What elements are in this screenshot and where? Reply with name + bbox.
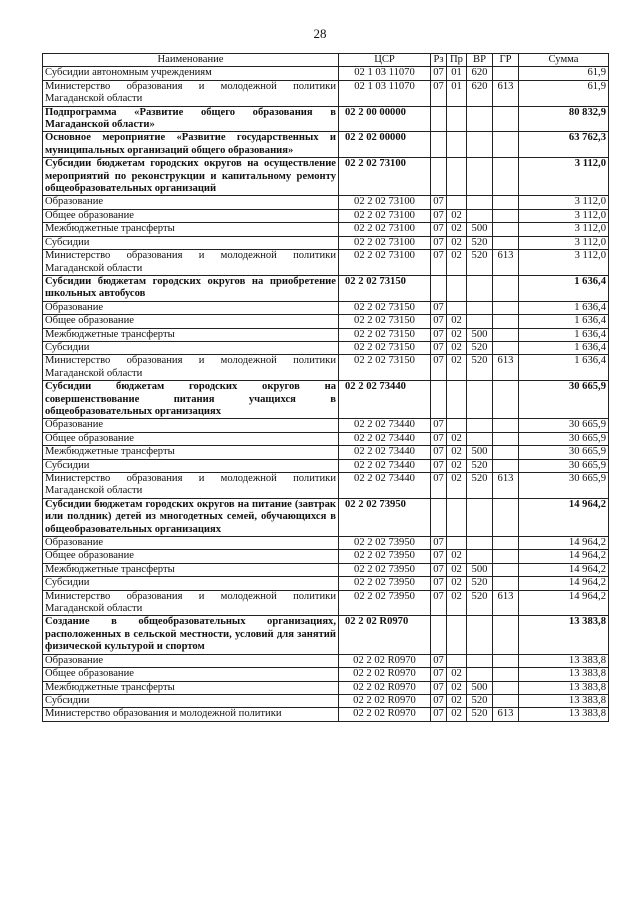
cell-name: Общее образование bbox=[43, 209, 339, 222]
cell-csr: 02 2 02 73440 bbox=[339, 459, 431, 472]
cell-vr bbox=[467, 315, 493, 328]
table-body bbox=[43, 67, 609, 721]
table-row bbox=[43, 563, 609, 576]
cell-csr: 02 2 00 00000 bbox=[339, 106, 431, 132]
cell-name: Образование bbox=[43, 537, 339, 550]
cell-pr bbox=[447, 158, 467, 196]
cell-vr bbox=[467, 132, 493, 158]
cell-sum: 13 383,8 bbox=[519, 616, 609, 654]
cell-name: Министерство образования и молодежной политики Магаданской области bbox=[43, 80, 339, 106]
cell-gr bbox=[493, 550, 519, 563]
cell-rz bbox=[431, 158, 447, 196]
cell-name: Подпрограмма «Развитие общего образования в Магаданской области» bbox=[43, 106, 339, 132]
table-row bbox=[43, 80, 609, 106]
cell-gr bbox=[493, 432, 519, 445]
cell-sum: 14 964,2 bbox=[519, 590, 609, 616]
cell-rz: 07 bbox=[431, 301, 447, 314]
cell-gr bbox=[493, 106, 519, 132]
table-row bbox=[43, 432, 609, 445]
cell-name: Общее образование bbox=[43, 315, 339, 328]
cell-csr: 02 2 02 73100 bbox=[339, 158, 431, 196]
cell-csr: 02 2 02 R0970 bbox=[339, 668, 431, 681]
cell-vr bbox=[467, 301, 493, 314]
table-row bbox=[43, 158, 609, 196]
table-row bbox=[43, 577, 609, 590]
cell-pr bbox=[447, 275, 467, 301]
cell-rz bbox=[431, 275, 447, 301]
cell-vr: 520 bbox=[467, 459, 493, 472]
header-csr: ЦСР bbox=[339, 54, 431, 67]
cell-gr bbox=[493, 236, 519, 249]
cell-name: Межбюджетные трансферты bbox=[43, 223, 339, 236]
cell-rz bbox=[431, 106, 447, 132]
cell-vr bbox=[467, 106, 493, 132]
cell-pr bbox=[447, 196, 467, 209]
cell-csr: 02 2 02 73440 bbox=[339, 419, 431, 432]
cell-pr: 02 bbox=[447, 315, 467, 328]
cell-vr: 520 bbox=[467, 250, 493, 276]
cell-pr bbox=[447, 654, 467, 667]
cell-name: Образование bbox=[43, 419, 339, 432]
page-number: 28 bbox=[313, 26, 327, 41]
cell-gr bbox=[493, 563, 519, 576]
table-row bbox=[43, 419, 609, 432]
cell-rz: 07 bbox=[431, 590, 447, 616]
cell-pr: 02 bbox=[447, 432, 467, 445]
cell-rz: 07 bbox=[431, 550, 447, 563]
cell-pr bbox=[447, 132, 467, 158]
cell-vr bbox=[467, 419, 493, 432]
cell-sum: 30 665,9 bbox=[519, 473, 609, 499]
cell-rz: 07 bbox=[431, 563, 447, 576]
cell-gr bbox=[493, 498, 519, 536]
cell-gr bbox=[493, 381, 519, 419]
cell-gr bbox=[493, 341, 519, 354]
table-row bbox=[43, 250, 609, 276]
cell-pr bbox=[447, 419, 467, 432]
cell-pr bbox=[447, 381, 467, 419]
cell-pr bbox=[447, 106, 467, 132]
cell-gr bbox=[493, 315, 519, 328]
table-row bbox=[43, 616, 609, 654]
cell-csr: 02 2 02 73440 bbox=[339, 473, 431, 499]
header-vr: ВР bbox=[467, 54, 493, 67]
cell-gr bbox=[493, 616, 519, 654]
cell-vr: 500 bbox=[467, 563, 493, 576]
cell-name: Субсидии бюджетам городских округов на приобретение школьных автобусов bbox=[43, 275, 339, 301]
header-pr: Пр bbox=[447, 54, 467, 67]
cell-name: Субсидии bbox=[43, 341, 339, 354]
cell-pr: 02 bbox=[447, 446, 467, 459]
cell-rz: 07 bbox=[431, 668, 447, 681]
cell-csr: 02 2 02 73440 bbox=[339, 381, 431, 419]
cell-rz bbox=[431, 498, 447, 536]
cell-sum: 3 112,0 bbox=[519, 158, 609, 196]
cell-rz: 07 bbox=[431, 196, 447, 209]
table-row bbox=[43, 537, 609, 550]
cell-sum: 14 964,2 bbox=[519, 537, 609, 550]
cell-vr: 500 bbox=[467, 223, 493, 236]
cell-rz: 07 bbox=[431, 537, 447, 550]
cell-pr: 02 bbox=[447, 668, 467, 681]
cell-csr: 02 2 02 73950 bbox=[339, 590, 431, 616]
cell-rz: 07 bbox=[431, 577, 447, 590]
table-header-row bbox=[43, 54, 609, 67]
cell-gr bbox=[493, 67, 519, 80]
cell-sum: 61,9 bbox=[519, 67, 609, 80]
cell-name: Министерство образования и молодежной политики bbox=[43, 708, 339, 721]
cell-sum: 61,9 bbox=[519, 80, 609, 106]
cell-csr: 02 2 02 73150 bbox=[339, 301, 431, 314]
cell-vr bbox=[467, 616, 493, 654]
cell-vr bbox=[467, 275, 493, 301]
cell-pr: 02 bbox=[447, 550, 467, 563]
cell-csr: 02 2 02 73150 bbox=[339, 341, 431, 354]
cell-vr: 620 bbox=[467, 80, 493, 106]
cell-sum: 3 112,0 bbox=[519, 250, 609, 276]
cell-rz: 07 bbox=[431, 209, 447, 222]
cell-rz: 07 bbox=[431, 67, 447, 80]
cell-pr: 02 bbox=[447, 577, 467, 590]
cell-vr bbox=[467, 550, 493, 563]
cell-sum: 63 762,3 bbox=[519, 132, 609, 158]
cell-csr: 02 2 02 73150 bbox=[339, 328, 431, 341]
cell-sum: 3 112,0 bbox=[519, 209, 609, 222]
cell-csr: 02 2 02 73100 bbox=[339, 223, 431, 236]
cell-pr bbox=[447, 616, 467, 654]
cell-rz: 07 bbox=[431, 446, 447, 459]
cell-sum: 80 832,9 bbox=[519, 106, 609, 132]
cell-name: Межбюджетные трансферты bbox=[43, 446, 339, 459]
cell-sum: 13 383,8 bbox=[519, 708, 609, 721]
table-row bbox=[43, 236, 609, 249]
cell-vr bbox=[467, 209, 493, 222]
cell-vr: 520 bbox=[467, 355, 493, 381]
cell-csr: 02 2 02 73950 bbox=[339, 563, 431, 576]
table-row bbox=[43, 681, 609, 694]
cell-gr bbox=[493, 459, 519, 472]
cell-vr: 520 bbox=[467, 341, 493, 354]
table-row bbox=[43, 473, 609, 499]
cell-name: Субсидии автономным учреждениям bbox=[43, 67, 339, 80]
cell-vr: 500 bbox=[467, 328, 493, 341]
table-row bbox=[43, 694, 609, 707]
cell-name: Министерство образования и молодежной политики Магаданской области bbox=[43, 590, 339, 616]
cell-pr bbox=[447, 537, 467, 550]
cell-pr: 02 bbox=[447, 590, 467, 616]
cell-gr bbox=[493, 328, 519, 341]
table-row bbox=[43, 315, 609, 328]
cell-csr: 02 2 02 73100 bbox=[339, 209, 431, 222]
cell-csr: 02 2 02 73150 bbox=[339, 315, 431, 328]
cell-vr bbox=[467, 668, 493, 681]
cell-pr: 01 bbox=[447, 80, 467, 106]
cell-sum: 13 383,8 bbox=[519, 694, 609, 707]
cell-pr: 02 bbox=[447, 473, 467, 499]
budget-table bbox=[42, 53, 609, 722]
table-row bbox=[43, 301, 609, 314]
cell-vr: 520 bbox=[467, 577, 493, 590]
cell-vr bbox=[467, 654, 493, 667]
cell-csr: 02 2 02 R0970 bbox=[339, 694, 431, 707]
cell-sum: 3 112,0 bbox=[519, 236, 609, 249]
cell-name: Министерство образования и молодежной политики Магаданской области bbox=[43, 250, 339, 276]
table-row bbox=[43, 498, 609, 536]
table-row bbox=[43, 446, 609, 459]
cell-csr: 02 2 02 R0970 bbox=[339, 616, 431, 654]
cell-gr bbox=[493, 196, 519, 209]
cell-gr bbox=[493, 668, 519, 681]
table-row bbox=[43, 590, 609, 616]
cell-name: Межбюджетные трансферты bbox=[43, 681, 339, 694]
cell-rz: 07 bbox=[431, 315, 447, 328]
cell-sum: 13 383,8 bbox=[519, 668, 609, 681]
cell-gr: 613 bbox=[493, 473, 519, 499]
cell-name: Субсидии bbox=[43, 577, 339, 590]
cell-rz: 07 bbox=[431, 473, 447, 499]
cell-rz: 07 bbox=[431, 328, 447, 341]
cell-sum: 1 636,4 bbox=[519, 355, 609, 381]
cell-csr: 02 2 02 73100 bbox=[339, 236, 431, 249]
cell-gr bbox=[493, 537, 519, 550]
cell-sum: 3 112,0 bbox=[519, 196, 609, 209]
cell-sum: 14 964,2 bbox=[519, 550, 609, 563]
cell-vr: 620 bbox=[467, 67, 493, 80]
header-name: Наименование bbox=[43, 54, 339, 67]
cell-gr: 613 bbox=[493, 80, 519, 106]
table-row bbox=[43, 275, 609, 301]
cell-csr: 02 2 02 73950 bbox=[339, 498, 431, 536]
cell-sum: 30 665,9 bbox=[519, 446, 609, 459]
cell-sum: 14 964,2 bbox=[519, 577, 609, 590]
cell-sum: 30 665,9 bbox=[519, 381, 609, 419]
cell-sum: 1 636,4 bbox=[519, 341, 609, 354]
cell-sum: 30 665,9 bbox=[519, 459, 609, 472]
cell-pr bbox=[447, 301, 467, 314]
cell-name: Общее образование bbox=[43, 668, 339, 681]
cell-name: Субсидии бюджетам городских округов на совершенствование питания учащихся в общеобразовательных организациях bbox=[43, 381, 339, 419]
cell-gr bbox=[493, 446, 519, 459]
cell-vr: 520 bbox=[467, 694, 493, 707]
cell-vr: 500 bbox=[467, 446, 493, 459]
table-row bbox=[43, 708, 609, 721]
cell-pr: 02 bbox=[447, 459, 467, 472]
cell-csr: 02 2 02 73950 bbox=[339, 537, 431, 550]
cell-rz: 07 bbox=[431, 432, 447, 445]
cell-name: Субсидии bbox=[43, 236, 339, 249]
cell-vr: 500 bbox=[467, 681, 493, 694]
header-gr: ГР bbox=[493, 54, 519, 67]
table-row bbox=[43, 196, 609, 209]
cell-sum: 13 383,8 bbox=[519, 681, 609, 694]
cell-rz: 07 bbox=[431, 694, 447, 707]
cell-pr: 02 bbox=[447, 250, 467, 276]
header-rz: Рз bbox=[431, 54, 447, 67]
cell-pr: 02 bbox=[447, 236, 467, 249]
cell-pr: 02 bbox=[447, 328, 467, 341]
cell-sum: 1 636,4 bbox=[519, 301, 609, 314]
cell-pr: 02 bbox=[447, 708, 467, 721]
cell-gr bbox=[493, 158, 519, 196]
cell-rz: 07 bbox=[431, 355, 447, 381]
cell-vr: 520 bbox=[467, 590, 493, 616]
cell-rz bbox=[431, 381, 447, 419]
cell-rz: 07 bbox=[431, 223, 447, 236]
cell-pr: 01 bbox=[447, 67, 467, 80]
cell-csr: 02 2 02 R0970 bbox=[339, 681, 431, 694]
cell-sum: 1 636,4 bbox=[519, 315, 609, 328]
table-row bbox=[43, 668, 609, 681]
cell-csr: 02 2 02 73950 bbox=[339, 550, 431, 563]
cell-csr: 02 2 02 73950 bbox=[339, 577, 431, 590]
cell-csr: 02 2 02 R0970 bbox=[339, 654, 431, 667]
cell-name: Межбюджетные трансферты bbox=[43, 563, 339, 576]
cell-csr: 02 1 03 11070 bbox=[339, 67, 431, 80]
cell-rz: 07 bbox=[431, 681, 447, 694]
cell-rz: 07 bbox=[431, 708, 447, 721]
cell-name: Основное мероприятие «Развитие государственных и муниципальных организаций общего образования» bbox=[43, 132, 339, 158]
cell-gr bbox=[493, 301, 519, 314]
cell-gr: 613 bbox=[493, 708, 519, 721]
table-row bbox=[43, 341, 609, 354]
table-row bbox=[43, 654, 609, 667]
table-row bbox=[43, 550, 609, 563]
cell-pr: 02 bbox=[447, 681, 467, 694]
cell-rz: 07 bbox=[431, 250, 447, 276]
cell-gr: 613 bbox=[493, 590, 519, 616]
cell-sum: 30 665,9 bbox=[519, 432, 609, 445]
cell-name: Субсидии бюджетам городских округов на осуществление мероприятий по реконструкции и капитальному ремонту общеобразовательных организаций bbox=[43, 158, 339, 196]
cell-rz bbox=[431, 132, 447, 158]
cell-name: Субсидии бюджетам городских округов на питание (завтрак или полдник) детей из многодетных семей, обучающихся в общеобразовательных организациях bbox=[43, 498, 339, 536]
cell-vr bbox=[467, 498, 493, 536]
cell-csr: 02 2 02 73440 bbox=[339, 432, 431, 445]
cell-gr bbox=[493, 209, 519, 222]
cell-vr bbox=[467, 381, 493, 419]
cell-csr: 02 2 02 73100 bbox=[339, 250, 431, 276]
cell-csr: 02 1 03 11070 bbox=[339, 80, 431, 106]
cell-vr bbox=[467, 158, 493, 196]
table-row bbox=[43, 381, 609, 419]
table-row bbox=[43, 132, 609, 158]
cell-vr bbox=[467, 432, 493, 445]
table-row bbox=[43, 459, 609, 472]
cell-sum: 14 964,2 bbox=[519, 498, 609, 536]
cell-pr: 02 bbox=[447, 563, 467, 576]
cell-csr: 02 2 02 73440 bbox=[339, 446, 431, 459]
cell-pr: 02 bbox=[447, 694, 467, 707]
cell-gr bbox=[493, 681, 519, 694]
cell-pr: 02 bbox=[447, 341, 467, 354]
cell-csr: 02 2 02 R0970 bbox=[339, 708, 431, 721]
cell-pr: 02 bbox=[447, 223, 467, 236]
cell-name: Создание в общеобразовательных организациях, расположенных в сельской местности, условий для занятий физической культурой и спортом bbox=[43, 616, 339, 654]
cell-vr bbox=[467, 196, 493, 209]
cell-name: Субсидии bbox=[43, 694, 339, 707]
header-sum: Сумма bbox=[519, 54, 609, 67]
cell-name: Образование bbox=[43, 301, 339, 314]
cell-gr bbox=[493, 275, 519, 301]
cell-name: Образование bbox=[43, 654, 339, 667]
cell-rz: 07 bbox=[431, 236, 447, 249]
cell-name: Общее образование bbox=[43, 432, 339, 445]
cell-gr bbox=[493, 132, 519, 158]
cell-vr bbox=[467, 537, 493, 550]
cell-sum: 1 636,4 bbox=[519, 328, 609, 341]
cell-csr: 02 2 02 73150 bbox=[339, 355, 431, 381]
cell-pr: 02 bbox=[447, 355, 467, 381]
cell-rz bbox=[431, 616, 447, 654]
table-row bbox=[43, 223, 609, 236]
cell-name: Министерство образования и молодежной политики Магаданской области bbox=[43, 473, 339, 499]
cell-csr: 02 2 02 73150 bbox=[339, 275, 431, 301]
cell-vr: 520 bbox=[467, 236, 493, 249]
cell-pr: 02 bbox=[447, 209, 467, 222]
cell-sum: 3 112,0 bbox=[519, 223, 609, 236]
cell-csr: 02 2 02 00000 bbox=[339, 132, 431, 158]
cell-sum: 13 383,8 bbox=[519, 654, 609, 667]
table-row bbox=[43, 106, 609, 132]
cell-name: Межбюджетные трансферты bbox=[43, 328, 339, 341]
cell-rz: 07 bbox=[431, 341, 447, 354]
cell-sum: 1 636,4 bbox=[519, 275, 609, 301]
cell-name: Субсидии bbox=[43, 459, 339, 472]
cell-name: Министерство образования и молодежной политики Магаданской области bbox=[43, 355, 339, 381]
cell-rz: 07 bbox=[431, 654, 447, 667]
cell-name: Образование bbox=[43, 196, 339, 209]
cell-rz: 07 bbox=[431, 459, 447, 472]
cell-csr: 02 2 02 73100 bbox=[339, 196, 431, 209]
table-row bbox=[43, 328, 609, 341]
table-row bbox=[43, 209, 609, 222]
cell-gr bbox=[493, 577, 519, 590]
cell-name: Общее образование bbox=[43, 550, 339, 563]
cell-sum: 30 665,9 bbox=[519, 419, 609, 432]
cell-vr: 520 bbox=[467, 473, 493, 499]
cell-gr: 613 bbox=[493, 250, 519, 276]
cell-sum: 14 964,2 bbox=[519, 563, 609, 576]
cell-rz: 07 bbox=[431, 419, 447, 432]
cell-pr bbox=[447, 498, 467, 536]
cell-gr bbox=[493, 694, 519, 707]
cell-vr: 520 bbox=[467, 708, 493, 721]
cell-gr bbox=[493, 419, 519, 432]
cell-gr bbox=[493, 223, 519, 236]
cell-gr: 613 bbox=[493, 355, 519, 381]
cell-rz: 07 bbox=[431, 80, 447, 106]
table-row bbox=[43, 355, 609, 381]
cell-gr bbox=[493, 654, 519, 667]
table-row bbox=[43, 67, 609, 80]
